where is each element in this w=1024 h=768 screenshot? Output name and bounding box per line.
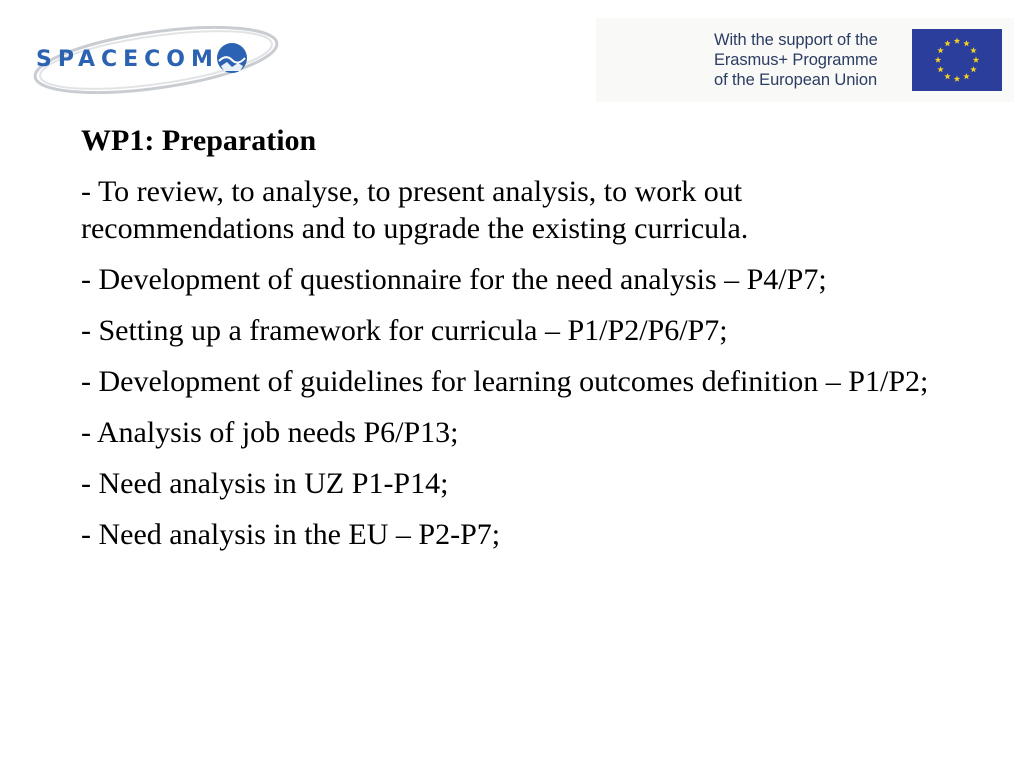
bullet-item: - Analysis of job needs P6/P13; [81, 416, 459, 449]
bullet-item: - Need analysis in the EU – P2-P7; [81, 518, 501, 551]
globe-orbit-logo-icon [26, 18, 282, 98]
bullet-item: - Setting up a framework for curricula – P1/P2/P6/P7; [81, 314, 728, 347]
bullet-item: - Development of guidelines for learning outcomes definition – P1/P2; [81, 365, 929, 398]
banner-line-3: of the European Union [714, 71, 878, 89]
slide-content [81, 122, 961, 567]
slide-heading: WP1: Preparation [81, 124, 317, 157]
bullet-item: - To review, to analyse, to present analysis, to work out recommendations and to upgrade the existing curricula. [81, 175, 749, 245]
spacecom-logo [26, 18, 282, 98]
logo-text: SPACECOM [36, 47, 219, 72]
bullet-item: - Need analysis in UZ P1-P14; [81, 467, 449, 500]
bullet-item: - Development of questionnaire for the need analysis – P4/P7; [81, 263, 827, 296]
eu-flag-icon [912, 29, 1002, 91]
erasmus-banner-text [714, 30, 904, 90]
banner-line-2: Erasmus+ Programme [714, 51, 878, 69]
banner-line-1: With the support of the [714, 31, 878, 49]
erasmus-banner [596, 18, 1014, 102]
